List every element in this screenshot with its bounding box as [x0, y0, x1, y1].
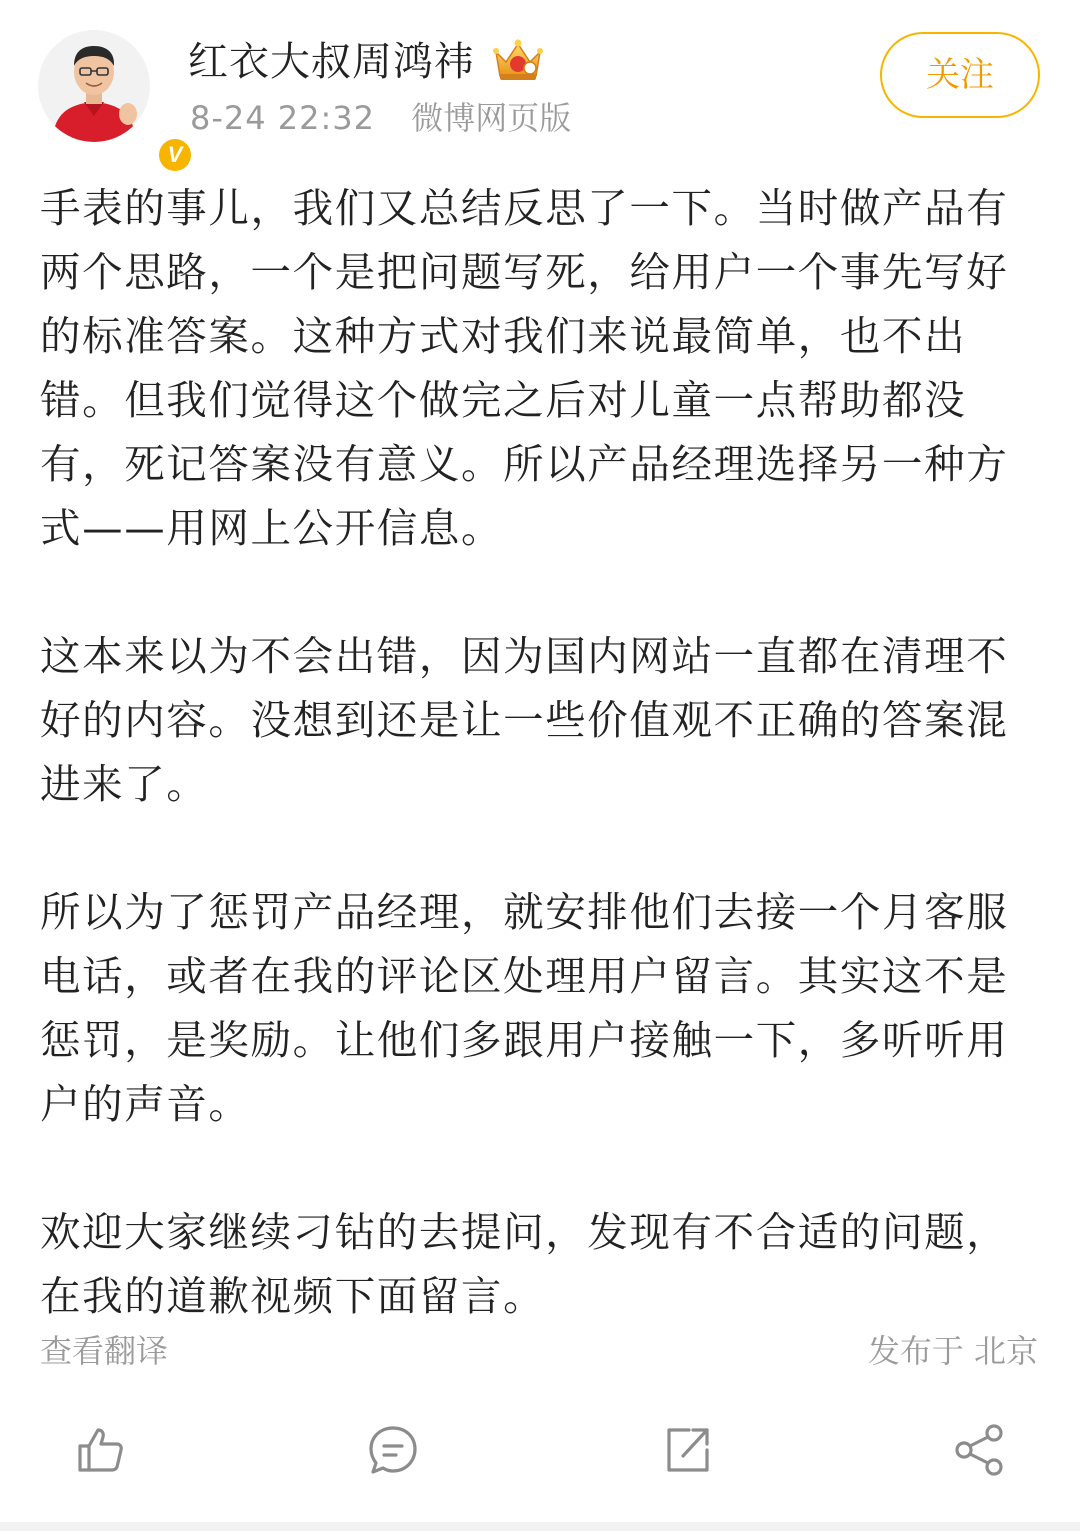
post-time: 8-24 22:32	[190, 99, 376, 137]
avatar-image	[38, 30, 150, 142]
action-bar	[0, 1400, 1080, 1500]
share-button[interactable]	[952, 1422, 1008, 1478]
post-header	[0, 0, 1080, 167]
follow-button[interactable]: 关注	[880, 32, 1040, 118]
comment-button[interactable]	[365, 1422, 421, 1478]
repost-button[interactable]	[659, 1422, 715, 1478]
like-button[interactable]	[72, 1422, 128, 1478]
post-paragraph: 欢迎大家继续刁钻的去提问，发现有不合适的问题，在我的道歉视频下面留言。	[40, 1208, 1009, 1320]
repost-icon	[659, 1422, 715, 1478]
post-source[interactable]: 微博网页版	[411, 99, 572, 137]
post-paragraph: 所以为了惩罚产品经理，就安排他们去接一个月客服电话，或者在我的评论区处理用户留言。其实这不是惩罚，是奖励。让他们多跟用户接触一下，多听听用户的声音。	[40, 888, 1009, 1128]
share-icon	[952, 1422, 1008, 1478]
crown-icon	[492, 38, 544, 84]
post-content	[40, 176, 1040, 1328]
post-meta	[190, 96, 571, 140]
post-paragraph: 这本来以为不会出错，因为国内网站一直都在清理不好的内容。没想到还是让一些价值观不正确的答案混进来了。	[40, 632, 1009, 808]
post-paragraph: 手表的事儿，我们又总结反思了一下。当时做产品有两个思路，一个是把问题写死，给用户一个事先写好的标准答案。这种方式对我们来说最简单，也不出错。但我们觉得这个做完之后对儿童一点帮助都没有，死记答案没有意义。所以产品经理选择另一种方式——用网上公开信息。	[40, 184, 1009, 552]
avatar[interactable]	[38, 30, 183, 167]
author-name[interactable]: 红衣大叔周鸿祎	[188, 39, 475, 85]
post-location: 发布于 北京	[867, 1332, 1038, 1370]
verified-badge	[155, 135, 195, 175]
bottom-divider	[0, 1522, 1080, 1531]
thumbs-up-icon	[72, 1422, 128, 1478]
verified-badge-label: V	[159, 139, 191, 171]
translate-link[interactable]: 查看翻译	[40, 1332, 169, 1370]
comment-icon	[365, 1422, 421, 1478]
